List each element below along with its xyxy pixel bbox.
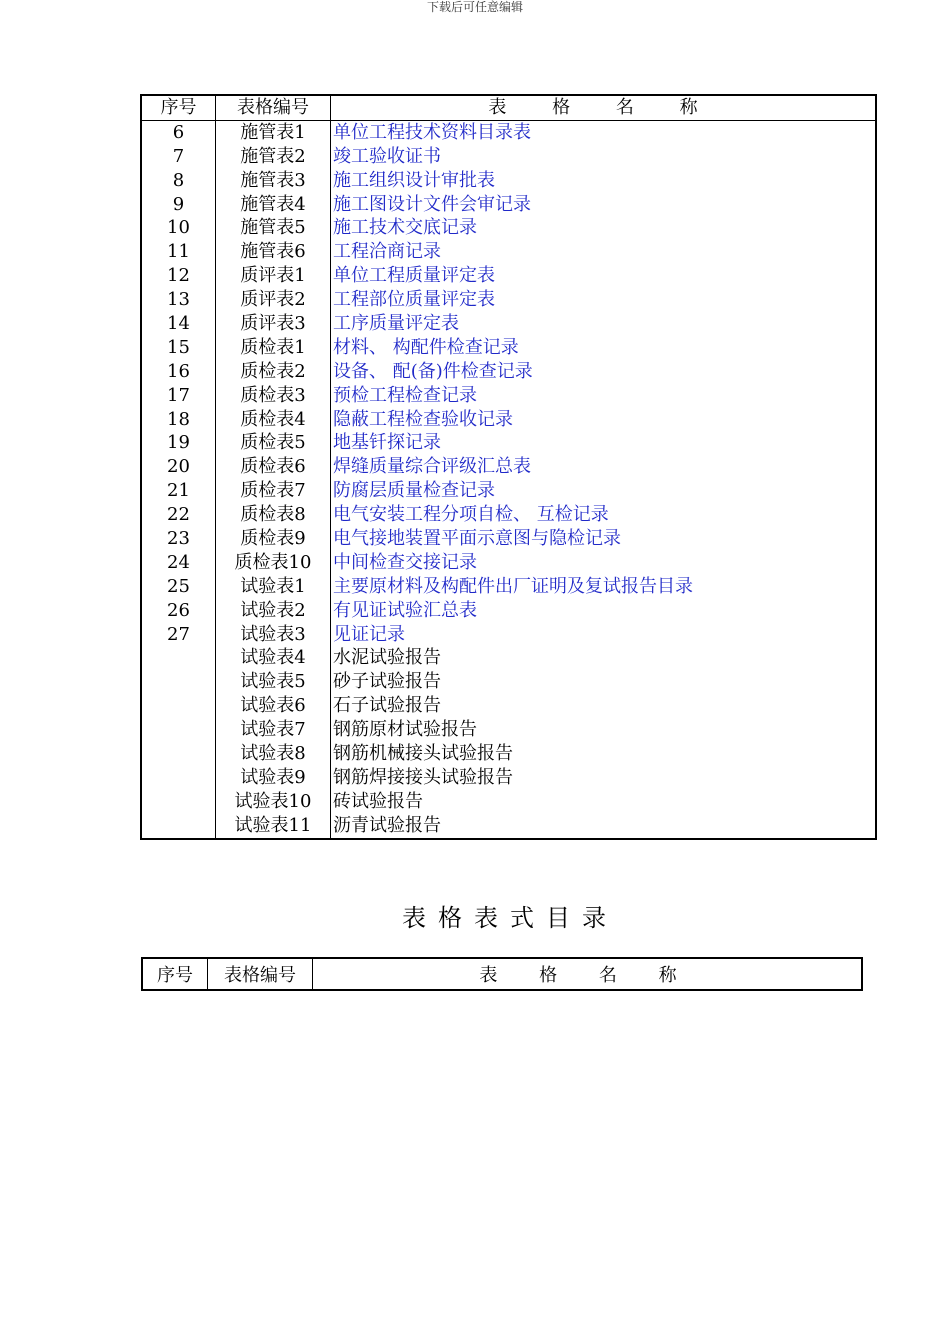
row-seq — [141, 694, 216, 718]
form-name-link[interactable]: 施工技术交底记录 — [333, 217, 477, 239]
form-name: 水泥试验报告 — [333, 647, 441, 669]
form-name-link[interactable]: 中间检查交接记录 — [333, 551, 477, 573]
row-seq: 14 — [141, 312, 216, 336]
table-row — [141, 790, 876, 814]
table-row — [141, 623, 876, 647]
row-code: 质检表2 — [216, 360, 331, 384]
table-row — [141, 670, 876, 694]
row-seq — [141, 718, 216, 742]
form-name-link[interactable]: 竣工验收证书 — [333, 145, 441, 167]
row-seq: 22 — [141, 503, 216, 527]
page-header-note: 下载后可任意编辑 — [426, 0, 523, 14]
row-seq: 8 — [141, 169, 216, 193]
form-name: 砂子试验报告 — [333, 671, 441, 693]
row-seq: 13 — [141, 288, 216, 312]
row-code: 试验表1 — [216, 575, 331, 599]
form-name: 砖试验报告 — [333, 790, 423, 812]
row-code: 质检表4 — [216, 408, 331, 432]
table-row — [141, 599, 876, 623]
form-name: 钢筋原材试验报告 — [333, 719, 477, 741]
row-seq: 9 — [141, 193, 216, 217]
form-name-link[interactable]: 焊缝质量综合评级汇总表 — [333, 456, 531, 478]
form-name: 钢筋焊接接头试验报告 — [333, 766, 513, 788]
table-header-row — [142, 958, 862, 990]
table-row — [141, 193, 876, 217]
row-seq: 27 — [141, 623, 216, 647]
table-row — [141, 503, 876, 527]
table-row — [141, 264, 876, 288]
row-seq: 17 — [141, 384, 216, 408]
form-name-link[interactable]: 电气安装工程分项自检、 互检记录 — [333, 504, 609, 526]
table-row — [141, 169, 876, 193]
row-seq: 21 — [141, 479, 216, 503]
form-name-link[interactable]: 防腐层质量检查记录 — [333, 480, 495, 502]
row-code: 施管表3 — [216, 169, 331, 193]
form-name-link[interactable]: 施工组织设计审批表 — [333, 169, 495, 191]
table-row — [141, 814, 876, 839]
table-row — [141, 336, 876, 360]
form-name-link[interactable]: 地基钎探记录 — [333, 432, 441, 454]
table-row — [141, 742, 876, 766]
row-code: 质评表1 — [216, 264, 331, 288]
table-row — [141, 718, 876, 742]
table-row — [141, 120, 876, 144]
table-row — [141, 527, 876, 551]
row-seq: 12 — [141, 264, 216, 288]
row-code: 试验表2 — [216, 599, 331, 623]
header-seq: 序号 — [141, 95, 216, 120]
form-name-link[interactable]: 材料、 构配件检查记录 — [333, 336, 519, 358]
row-code: 试验表3 — [216, 623, 331, 647]
row-code: 施管表1 — [216, 120, 331, 144]
form-name-link[interactable]: 见证记录 — [333, 623, 405, 645]
row-code: 试验表7 — [216, 718, 331, 742]
header-code: 表格编号 — [216, 95, 331, 120]
form-name-link[interactable]: 工程部位质量评定表 — [333, 289, 495, 311]
row-seq — [141, 646, 216, 670]
row-code: 施管表4 — [216, 193, 331, 217]
table-row — [141, 408, 876, 432]
header-name: 表 格 名 称 — [331, 95, 877, 120]
table-row — [141, 766, 876, 790]
row-seq: 25 — [141, 575, 216, 599]
row-code: 质检表9 — [216, 527, 331, 551]
row-code: 质检表7 — [216, 479, 331, 503]
form-name-link[interactable]: 设备、 配(备)件检查记录 — [333, 360, 533, 382]
table-row — [141, 240, 876, 264]
table-row — [141, 360, 876, 384]
table-row — [141, 384, 876, 408]
row-code: 质检表6 — [216, 455, 331, 479]
row-code: 施管表2 — [216, 145, 331, 169]
row-code: 试验表6 — [216, 694, 331, 718]
row-seq: 24 — [141, 551, 216, 575]
row-code: 试验表10 — [216, 790, 331, 814]
row-seq: 11 — [141, 240, 216, 264]
form-index-table-2 — [141, 957, 863, 991]
table-row — [141, 216, 876, 240]
table-row — [141, 575, 876, 599]
row-seq: 7 — [141, 145, 216, 169]
row-code: 试验表11 — [216, 814, 331, 839]
form-name-link[interactable]: 施工图设计文件会审记录 — [333, 193, 531, 215]
table-header-row — [141, 95, 876, 120]
header-seq: 序号 — [142, 958, 208, 990]
form-name-link[interactable]: 工序质量评定表 — [333, 312, 459, 334]
row-seq: 6 — [141, 120, 216, 144]
table-row — [141, 455, 876, 479]
row-code: 施管表5 — [216, 216, 331, 240]
form-name-link[interactable]: 预检工程检查记录 — [333, 384, 477, 406]
row-seq: 15 — [141, 336, 216, 360]
row-code: 质检表3 — [216, 384, 331, 408]
table-row — [141, 646, 876, 670]
row-code: 试验表4 — [216, 646, 331, 670]
form-name-link[interactable]: 隐蔽工程检查验收记录 — [333, 408, 513, 430]
section-title: 表格表式目录 — [402, 904, 618, 932]
row-seq: 10 — [141, 216, 216, 240]
row-code: 质检表8 — [216, 503, 331, 527]
form-name-link[interactable]: 工程洽商记录 — [333, 241, 441, 263]
table-row — [141, 288, 876, 312]
header-name: 表 格 名 称 — [479, 965, 695, 986]
row-code: 质评表2 — [216, 288, 331, 312]
row-seq: 19 — [141, 431, 216, 455]
table-row — [141, 694, 876, 718]
table-row — [141, 312, 876, 336]
form-name-link[interactable]: 主要原材料及构配件出厂证明及复试报告目录 — [333, 575, 693, 597]
row-seq — [141, 766, 216, 790]
row-code: 质检表5 — [216, 431, 331, 455]
row-seq — [141, 814, 216, 839]
form-name: 石子试验报告 — [333, 695, 441, 717]
row-seq — [141, 790, 216, 814]
row-code: 施管表6 — [216, 240, 331, 264]
row-code: 试验表8 — [216, 742, 331, 766]
form-name-link[interactable]: 有见证试验汇总表 — [333, 599, 477, 621]
row-seq — [141, 742, 216, 766]
row-seq: 26 — [141, 599, 216, 623]
row-seq: 18 — [141, 408, 216, 432]
row-code: 试验表9 — [216, 766, 331, 790]
table-body — [141, 120, 876, 838]
row-seq: 23 — [141, 527, 216, 551]
table-row — [141, 551, 876, 575]
header-code: 表格编号 — [208, 958, 313, 990]
table-row — [141, 145, 876, 169]
row-code: 质评表3 — [216, 312, 331, 336]
row-seq — [141, 670, 216, 694]
form-name-link[interactable]: 单位工程质量评定表 — [333, 265, 495, 287]
row-code: 试验表5 — [216, 670, 331, 694]
form-index-table — [140, 94, 877, 840]
form-name-link[interactable]: 电气接地装置平面示意图与隐检记录 — [333, 527, 621, 549]
row-code: 质检表1 — [216, 336, 331, 360]
table-row — [141, 479, 876, 503]
form-name-link[interactable]: 单位工程技术资料目录表 — [333, 121, 531, 143]
form-name: 沥青试验报告 — [333, 814, 441, 836]
row-seq: 20 — [141, 455, 216, 479]
form-name: 钢筋机械接头试验报告 — [333, 742, 513, 764]
table-row — [141, 431, 876, 455]
row-seq: 16 — [141, 360, 216, 384]
row-code: 质检表10 — [216, 551, 331, 575]
